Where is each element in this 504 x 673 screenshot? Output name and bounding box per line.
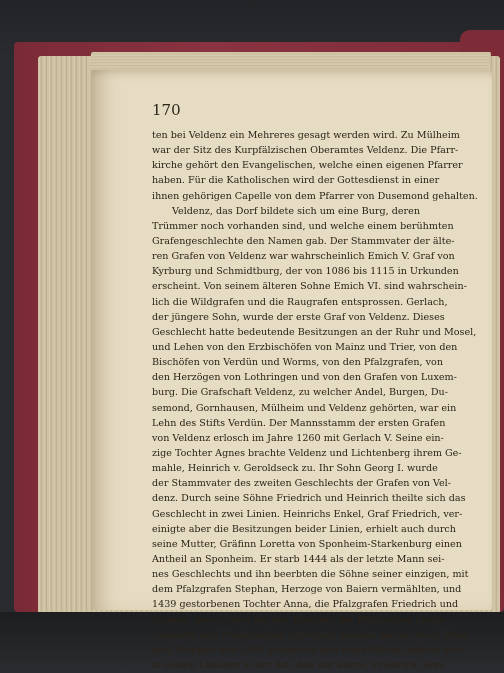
body-text [152, 128, 480, 673]
text-line: in seinen Ländern in der Art, daß der ältere, Friedrich, Sim- [152, 659, 446, 671]
text-line: Simmern und Zweibrücken zugetheilt worden waren. Auch Pfalz- [152, 629, 471, 641]
text-line: dem Pfalzgrafen Stephan, Herzoge von Baiern vermählten, und [152, 584, 462, 596]
text-line: kirche gehört den Evangelischen, welche einen eigenen Pfarrer [152, 160, 463, 172]
text-line: der jüngere Sohn, wurde der erste Graf von Veldenz. Dieses [152, 311, 445, 323]
page-number: 170 [152, 101, 181, 119]
text-line: Bischöfen von Verdün und Worms, von den Pfalzgrafen, von [152, 357, 443, 369]
text-line: Trümmer noch vorhanden sind, und welche einem berühmten [152, 220, 454, 232]
text-line: Grafengeschlechte den Namen gab. Der Stammvater der älte- [152, 235, 455, 247]
page-stack-top-edges [89, 52, 492, 70]
text-line: zige Tochter Agnes brachte Veldenz und Lichtenberg ihrem Ge- [152, 447, 462, 459]
text-line: ten bei Veldenz ein Mehreres gesagt werden wird. Zu Mülheim [152, 130, 460, 141]
text-line: denz. Durch seine Söhne Friedrich und Heinrich theilte sich das [152, 493, 466, 505]
text-line: haben. Für die Katholischen wird der Gottesdienst in einer [152, 175, 440, 187]
text-line: und Lehen von den Erzbischöfen von Mainz und Trier, von den [152, 341, 458, 353]
text-line: mahle, Heinrich v. Geroldseck zu. Ihr Sohn Georg I. wurde [152, 463, 438, 475]
text-line: Lehn des Stifts Verdün. Der Mannsstamm der ersten Grafen [152, 417, 446, 429]
text-line: ihnen gehörigen Capelle von dem Pfarrer von Dusemond gehalten. [152, 190, 478, 202]
text-line: der Stammvater des zweiten Geschlechts der Grafen von Vel- [152, 478, 451, 490]
text-line: lich die Wildgrafen und die Raugrafen entsprossen. Gerlach, [152, 296, 448, 308]
text-line: Veldenz, das Dorf bildete sich um eine Burg, deren [172, 205, 420, 217]
text-line: seine Mutter, Gräfinn Loretta von Sponheim-Starkenburg einen [152, 538, 462, 550]
text-line: einigte aber die Besitzungen beider Linien, erhielt auch durch [152, 523, 456, 535]
text-line: Kyrburg und Schmidtburg, der von 1086 bis 1115 in Urkunden [152, 266, 459, 278]
text-line: von Veldenz erlosch im Jahre 1260 mit Gerlach V. Seine ein- [152, 432, 444, 444]
text-line: Antheil an Sponheim. Er starb 1444 als der letzte Mann sei- [152, 553, 445, 565]
text-line: ren Grafen von Veldenz war wahrscheinlich Emich V. Graf von [152, 251, 455, 263]
text-line: Geschlecht in zwei Linien. Heinrichs Enkel, Graf Friedrich, ver- [152, 508, 463, 520]
text-line: Ludwig, deren Vater bei der Theilung der Pfälzischen Lande [152, 614, 446, 626]
text-line: nes Geschlechts und ihn beerbten die Söhne seiner einzigen, mit [152, 569, 469, 581]
text-line: Geschlecht hatte bedeutende Besitzungen an der Ruhr und Mosel, [152, 326, 477, 338]
text-line: graf Stephan war 1444 gestorben und seine Söhne theilten sich [152, 644, 464, 656]
text-line: burg. Die Grafschaft Veldenz, zu welcher Andel, Burgen, Du- [152, 387, 448, 399]
text-line: semond, Gornhausen, Mülheim und Veldenz gehörten, war ein [152, 402, 457, 414]
text-line: erscheint. Von seinem älteren Sohne Emich VI. sind wahrschein- [152, 281, 467, 293]
text-line: den Herzögen von Lothringen und von den Grafen von Luxem- [152, 372, 457, 384]
text-line: war der Sitz des Kurpfälzischen Oberamtes Veldenz. Die Pfarr- [152, 145, 459, 157]
text-line: 1439 gestorbenen Tochter Anna, die Pfalzgrafen Friedrich und [152, 599, 459, 611]
